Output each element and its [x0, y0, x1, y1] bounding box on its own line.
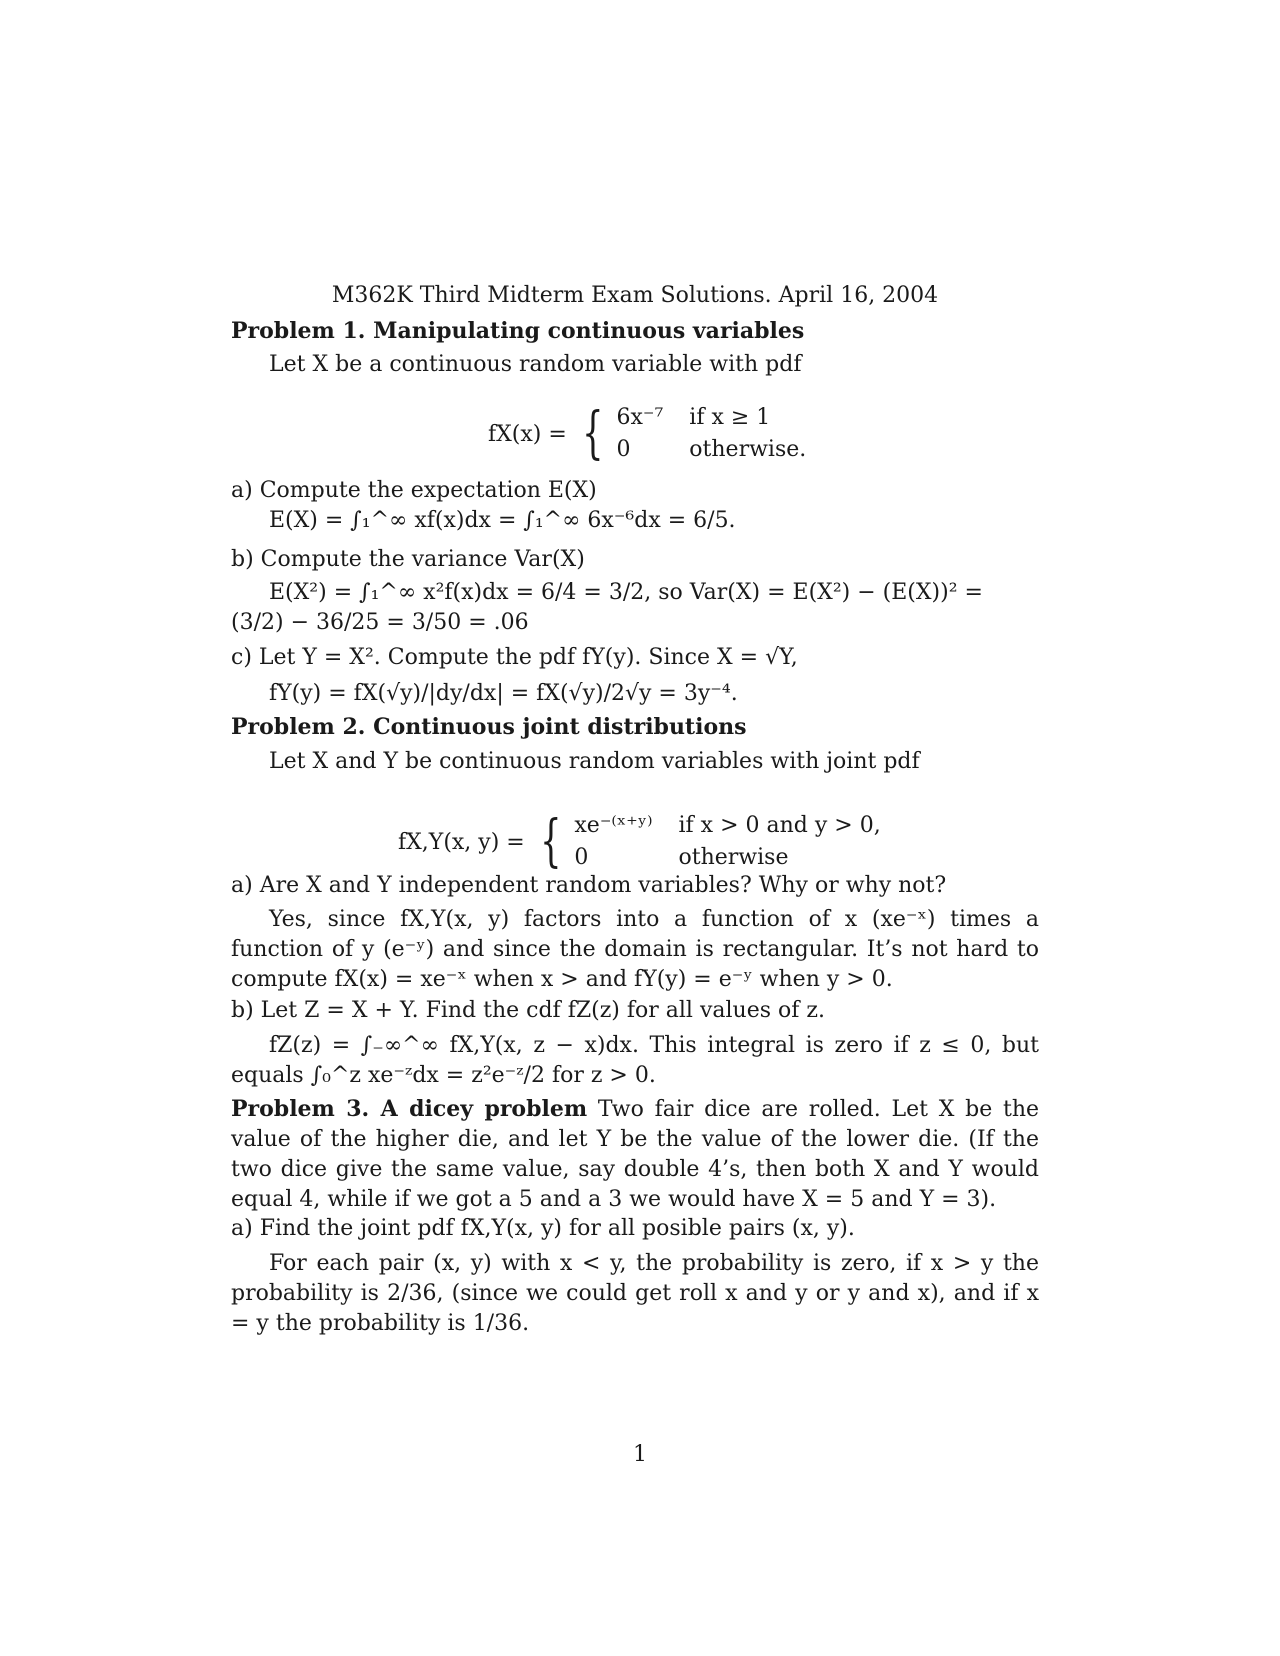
problem-3-heading: Problem 3. A dicey problem	[231, 1096, 588, 1122]
page-number: 1	[633, 1442, 647, 1467]
problem-3-intro: Two fair dice are rolled. Let X be the value of the higher die, and let Y be the value of the lower die. (If the two dice give the same value, say double 4’s, then both X and Y would equal 4, while if we got a 5 and a 3 we would have X = 5 and Y = 3).	[231, 1097, 1040, 1212]
pdf-cases	[616, 404, 806, 464]
joint-pdf-case1-cond: if x > 0 and y > 0,	[678, 813, 881, 838]
problem-1-pdf-equation	[488, 401, 807, 466]
problem-1-intro: Let X be a continuous random variable with pdf	[269, 352, 802, 377]
problem-1c-question: c) Let Y = X². Compute the pdf fY(y). Since X = √Y,	[231, 645, 798, 670]
pdf-case2-cond: otherwise.	[689, 437, 807, 462]
joint-pdf-case2-expr: 0	[574, 845, 589, 870]
joint-pdf-cases	[574, 812, 880, 872]
joint-pdf-lhs: fX,Y(x, y) =	[398, 829, 525, 855]
pdf-case2-expr: 0	[616, 437, 631, 462]
joint-pdf-case1-expr: xe⁻⁽ˣ⁺ʸ⁾	[574, 813, 653, 838]
problem-2-intro: Let X and Y be continuous random variables with joint pdf	[269, 749, 920, 774]
problem-3-paragraph	[231, 1094, 1039, 1215]
document-title: M362K Third Midterm Exam Solutions. April 16, 2004	[331, 283, 939, 308]
problem-2a-answer: Yes, since fX,Y(x, y) factors into a function of x (xe⁻ˣ) times a function of y (e⁻ʸ) and since the domain is rectangular. It’s not hard to compute fX(x) = xe⁻ˣ when x > and fY(y) = e⁻ʸ when y > 0.	[231, 907, 1039, 992]
problem-2-heading: Problem 2. Continuous joint distributions	[231, 714, 747, 740]
problem-1b-answer-line2: (3/2) − 36/25 = 3/50 = .06	[231, 610, 529, 635]
pdf-case1-cond: if x ≥ 1	[689, 405, 771, 430]
problem-2-pdf-equation	[398, 809, 881, 874]
pdf-lhs: fX(x) =	[488, 421, 567, 447]
joint-pdf-case2-cond: otherwise	[678, 845, 789, 870]
problem-1b-question: b) Compute the variance Var(X)	[231, 547, 585, 572]
problem-1c-answer: fY(y) = fX(√y)/|dy/dx| = fX(√y)/2√y = 3y⁻⁴.	[269, 681, 738, 706]
problem-1a-question: a) Compute the expectation E(X)	[231, 478, 597, 503]
problem-2b-answer: fZ(z) = ∫₋∞^∞ fX,Y(x, z − x)dx. This integral is zero if z ≤ 0, but equals ∫₀^z xe⁻ᶻdx = z²e⁻ᶻ/2 for z > 0.	[231, 1033, 1039, 1088]
problem-3a-answer: For each pair (x, y) with x < y, the probability is zero, if x > y the probability is 2/36, (since we could get roll x and y or y and x), and if x = y the probability is 1/36.	[231, 1251, 1039, 1336]
brace-icon: {	[581, 401, 604, 466]
problem-1b-answer-line1: E(X²) = ∫₁^∞ x²f(x)dx = 6/4 = 3/2, so Var(X) = E(X²) − (E(X))² =	[269, 580, 983, 605]
problem-1-heading: Problem 1. Manipulating continuous variables	[231, 318, 805, 344]
pdf-case1-expr: 6x⁻⁷	[616, 405, 664, 430]
problem-2a-question: a) Are X and Y independent random variables? Why or why not?	[231, 873, 947, 898]
problem-2b-question: b) Let Z = X + Y. Find the cdf fZ(z) for all values of z.	[231, 998, 825, 1023]
problem-1a-answer: E(X) = ∫₁^∞ xf(x)dx = ∫₁^∞ 6x⁻⁶dx = 6/5.	[269, 508, 736, 533]
brace-icon: {	[539, 809, 562, 874]
problem-3a-question: a) Find the joint pdf fX,Y(x, y) for all posible pairs (x, y).	[231, 1216, 855, 1241]
